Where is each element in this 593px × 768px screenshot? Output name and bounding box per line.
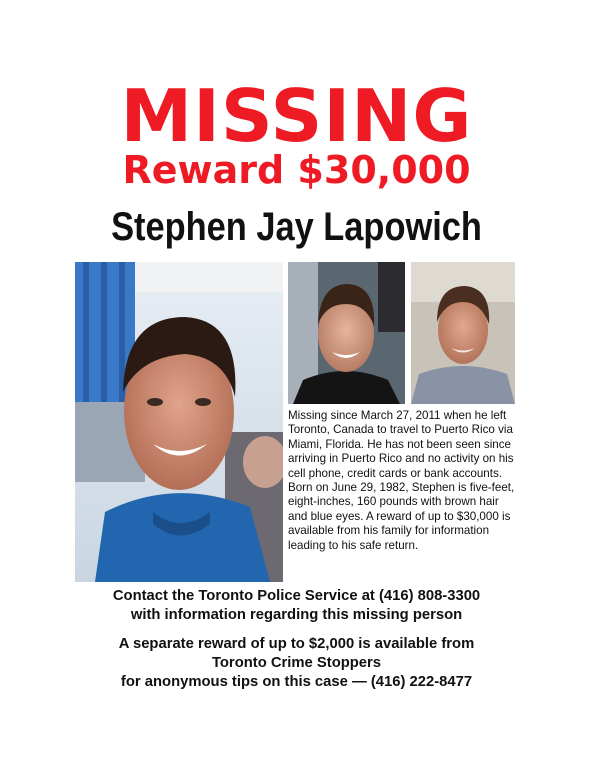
second-photo bbox=[288, 262, 405, 404]
crime-stoppers-notice bbox=[0, 635, 593, 692]
main-photo bbox=[75, 262, 283, 582]
police-contact-line-2: with information regarding this missing person bbox=[130, 607, 463, 623]
crime-stoppers-line-2: Toronto Crime Stoppers bbox=[211, 655, 382, 671]
police-contact-line-1: Contact the Toronto Police Service at (416) 808-3300 bbox=[112, 588, 481, 604]
reward-headline: Reward $30,000 bbox=[122, 148, 471, 192]
missing-person-name: Stephen Jay Lapowich bbox=[111, 205, 482, 249]
crime-stoppers-line-3: for anonymous tips on this case — (416) 222-8477 bbox=[120, 674, 473, 690]
disappearance-description: Missing since March 27, 2011 when he left Toronto, Canada to travel to Puerto Rico via Miami, Florida. He has not been seen since arriving in Puerto Rico and no activity on his cell phone, credit cards or bank accounts. Born on June 29, 1982, Stephen is five-feet, eight-inches, 160 pounds with brown hair and blue eyes. A reward of up to $30,000 is available from his family for information leading to his safe return. bbox=[288, 409, 515, 552]
third-photo bbox=[411, 262, 515, 404]
missing-headline: MISSING bbox=[120, 74, 473, 158]
police-contact bbox=[0, 587, 593, 625]
crime-stoppers-line-1: A separate reward of up to $2,000 is available from bbox=[118, 636, 475, 652]
